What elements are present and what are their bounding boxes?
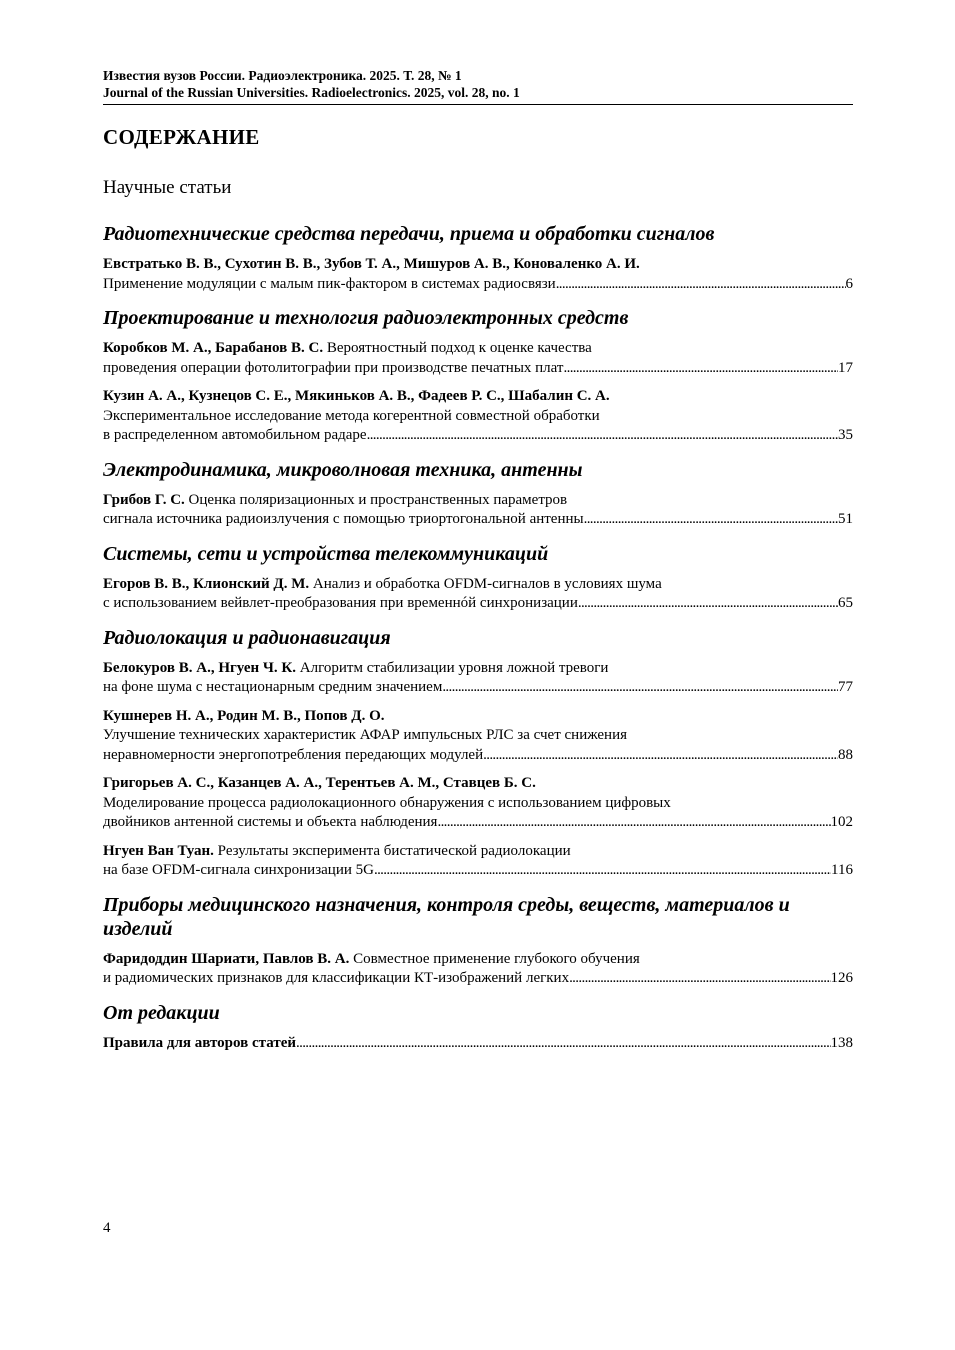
- entry-page-number: 116: [831, 862, 853, 878]
- entry-first-line: [103, 575, 853, 595]
- toc-section: [103, 1001, 853, 1054]
- entry-title-end: с использованием вейвлет-преобразования при временнóй синхронизации: [103, 595, 578, 611]
- entry-first-line: [103, 339, 853, 359]
- toc-entry: [103, 707, 853, 766]
- entry-title-end: и радиомических признаков для классификации КТ-изображений легких: [103, 970, 570, 986]
- entry-title-start: Анализ и обработка OFDM-сигналов в условиях шума: [312, 575, 662, 592]
- dot-leader: [442, 678, 838, 698]
- toc-entry: [103, 387, 853, 446]
- entry-authors: Евстратько В. В., Сухотин В. В., Зубов Т. А., Мишуров А. В., Коноваленко А. И.: [103, 256, 640, 272]
- entry-title-start: Результаты эксперимента бистатической радиолокации: [217, 842, 571, 859]
- toc-entry: [103, 491, 853, 530]
- entry-title-line: Улучшение технических характеристик АФАР импульсных РЛС за счет снижения: [103, 727, 627, 743]
- entry-page-number: 88: [838, 746, 853, 763]
- entry-title-line: Моделирование процесса радиолокационного обнаружения с использованием цифровых: [103, 794, 671, 811]
- toc-section: [103, 542, 853, 614]
- entry-authors: Кузин А. А., Кузнецов С. Е., Мякиньков А. В., Фадеев Р. С., Шабалин С. А.: [103, 388, 610, 404]
- toc-entry: [103, 950, 853, 989]
- toc-subtitle: Научные статьи: [103, 177, 232, 198]
- toc-sections: [103, 222, 853, 1053]
- entry-last-line: [103, 510, 853, 530]
- dot-leader: [564, 359, 839, 379]
- entry-title-end: неравномерности энергопотребления передающих модулей: [103, 746, 484, 763]
- toc-entry: [103, 774, 853, 833]
- toc-section: [103, 893, 853, 989]
- entry-title-end: сигнала источника радиоизлучения с помощью триортогональной антенны: [103, 511, 584, 527]
- entry-authors: Нгуен Ван Туан.: [103, 842, 214, 859]
- entry-page-number: 35: [838, 427, 853, 443]
- dot-leader: [367, 426, 838, 446]
- entry-first-line: [103, 659, 853, 679]
- dot-leader: [584, 510, 838, 530]
- toc-entry: [103, 842, 853, 881]
- section-title: Проектирование и технология радиоэлектронных средств: [103, 307, 629, 329]
- section-title: От редакции: [103, 1001, 220, 1024]
- entry-title-start: Совместное применение глубокого обучения: [353, 950, 640, 967]
- entry-first-line: [103, 774, 853, 794]
- dot-leader: [556, 275, 846, 295]
- entry-authors: Григорьев А. С., Казанцев А. А., Терентьев А. М., Ставцев Б. С.: [103, 775, 536, 791]
- entry-page-number: 102: [830, 814, 853, 830]
- entry-title-start: Алгоритм стабилизации уровня ложной тревоги: [299, 659, 609, 676]
- toc-entry: [103, 339, 853, 378]
- entry-first-line: [103, 950, 853, 970]
- toc-section: [103, 458, 853, 530]
- dot-leader: [569, 969, 830, 989]
- entry-title-end: проведения операции фотолитографии при производстве печатных плат: [103, 359, 564, 376]
- toc-section: [103, 222, 853, 294]
- toc-section: [103, 306, 853, 446]
- entry-authors: Грибов Г. С.: [103, 491, 185, 508]
- entry-last-line: [103, 426, 853, 446]
- dot-leader: [296, 1034, 831, 1054]
- entry-first-line: [103, 491, 853, 511]
- running-head-en: Journal of the Russian Universities. Radioelectronics. 2025, vol. 28, no. 1: [103, 84, 520, 100]
- section-title: Радиолокация и радионавигация: [103, 626, 391, 649]
- dot-leader: [374, 861, 831, 881]
- entry-page-number: 65: [838, 595, 853, 611]
- entry-last-line: [103, 359, 853, 379]
- entry-page-number: 138: [830, 1034, 853, 1051]
- entry-authors: Белокуров В. А., Нгуен Ч. К.: [103, 659, 297, 676]
- entry-last-line: [103, 594, 853, 614]
- entry-last-line: [103, 969, 853, 989]
- entry-title-end: в распределенном автомобильном радаре: [103, 427, 367, 443]
- entry-last-line: [103, 1034, 853, 1054]
- section-title: Приборы медицинского назначения, контроля среды, веществ, материалов и изделий: [103, 893, 790, 940]
- toc-entry: [103, 1034, 853, 1054]
- entry-first-line: [103, 707, 853, 727]
- toc-entry: [103, 255, 853, 294]
- entry-title-end: на базе OFDM-сигнала синхронизации 5G: [103, 862, 374, 878]
- section-title: Электродинамика, микроволновая техника, антенны: [103, 458, 583, 481]
- entry-authors: Коробков М. А., Барабанов В. С.: [103, 340, 324, 356]
- running-head-ru: Известия вузов России. Радиоэлектроника. 2025. Т. 28, № 1: [103, 68, 462, 83]
- header-rule: [103, 104, 853, 105]
- page-number: 4: [103, 1220, 111, 1236]
- entry-first-line: [103, 387, 853, 407]
- dot-leader: [578, 594, 838, 614]
- toc-title: СОДЕРЖАНИЕ: [103, 125, 260, 149]
- entry-last-line: [103, 746, 853, 766]
- entry-first-line: [103, 255, 853, 275]
- running-head: [103, 68, 853, 101]
- entry-title-end: двойников антенной системы и объекта наблюдения: [103, 814, 438, 830]
- toc-section: [103, 626, 853, 881]
- entry-first-line: [103, 842, 853, 862]
- entry-last-line: [103, 813, 853, 833]
- entry-authors: Фаридоддин Шариати, Павлов В. А.: [103, 950, 350, 967]
- entry-page-number: 77: [838, 679, 853, 695]
- entry-title-end: Применение модуляции с малым пик-фактором в системах радиосвязи: [103, 275, 556, 292]
- toc-entry: [103, 659, 853, 698]
- entry-title-end: на фоне шума с нестационарным средним значением: [103, 679, 443, 695]
- entry-last-line: [103, 275, 853, 295]
- entry-authors: Кушнерев Н. А., Родин М. В., Попов Д. О.: [103, 707, 385, 724]
- entry-last-line: [103, 678, 853, 698]
- entry-page-number: 6: [845, 275, 853, 292]
- entry-page-number: 51: [838, 511, 853, 527]
- entry-title-line: Экспериментальное исследование метода когерентной совместной обработки: [103, 407, 600, 424]
- dot-leader: [483, 746, 838, 766]
- section-title: Радиотехнические средства передачи, приема и обработки сигналов: [103, 223, 715, 245]
- entry-title-start: Вероятностный подход к оценке качества: [326, 340, 592, 356]
- dot-leader: [437, 813, 830, 833]
- entry-authors: Егоров В. В., Клионский Д. М.: [103, 575, 310, 592]
- entry-title-start: Оценка поляризационных и пространственных параметров: [188, 491, 568, 508]
- entry-page-number: 17: [838, 359, 853, 376]
- entry-page-number: 126: [830, 970, 853, 986]
- toc-entry: [103, 575, 853, 614]
- entry-last-line: [103, 861, 853, 881]
- section-title: Системы, сети и устройства телекоммуникаций: [103, 542, 549, 565]
- toc-page: [103, 68, 853, 1053]
- entry-authors: Правила для авторов статей: [103, 1034, 296, 1051]
